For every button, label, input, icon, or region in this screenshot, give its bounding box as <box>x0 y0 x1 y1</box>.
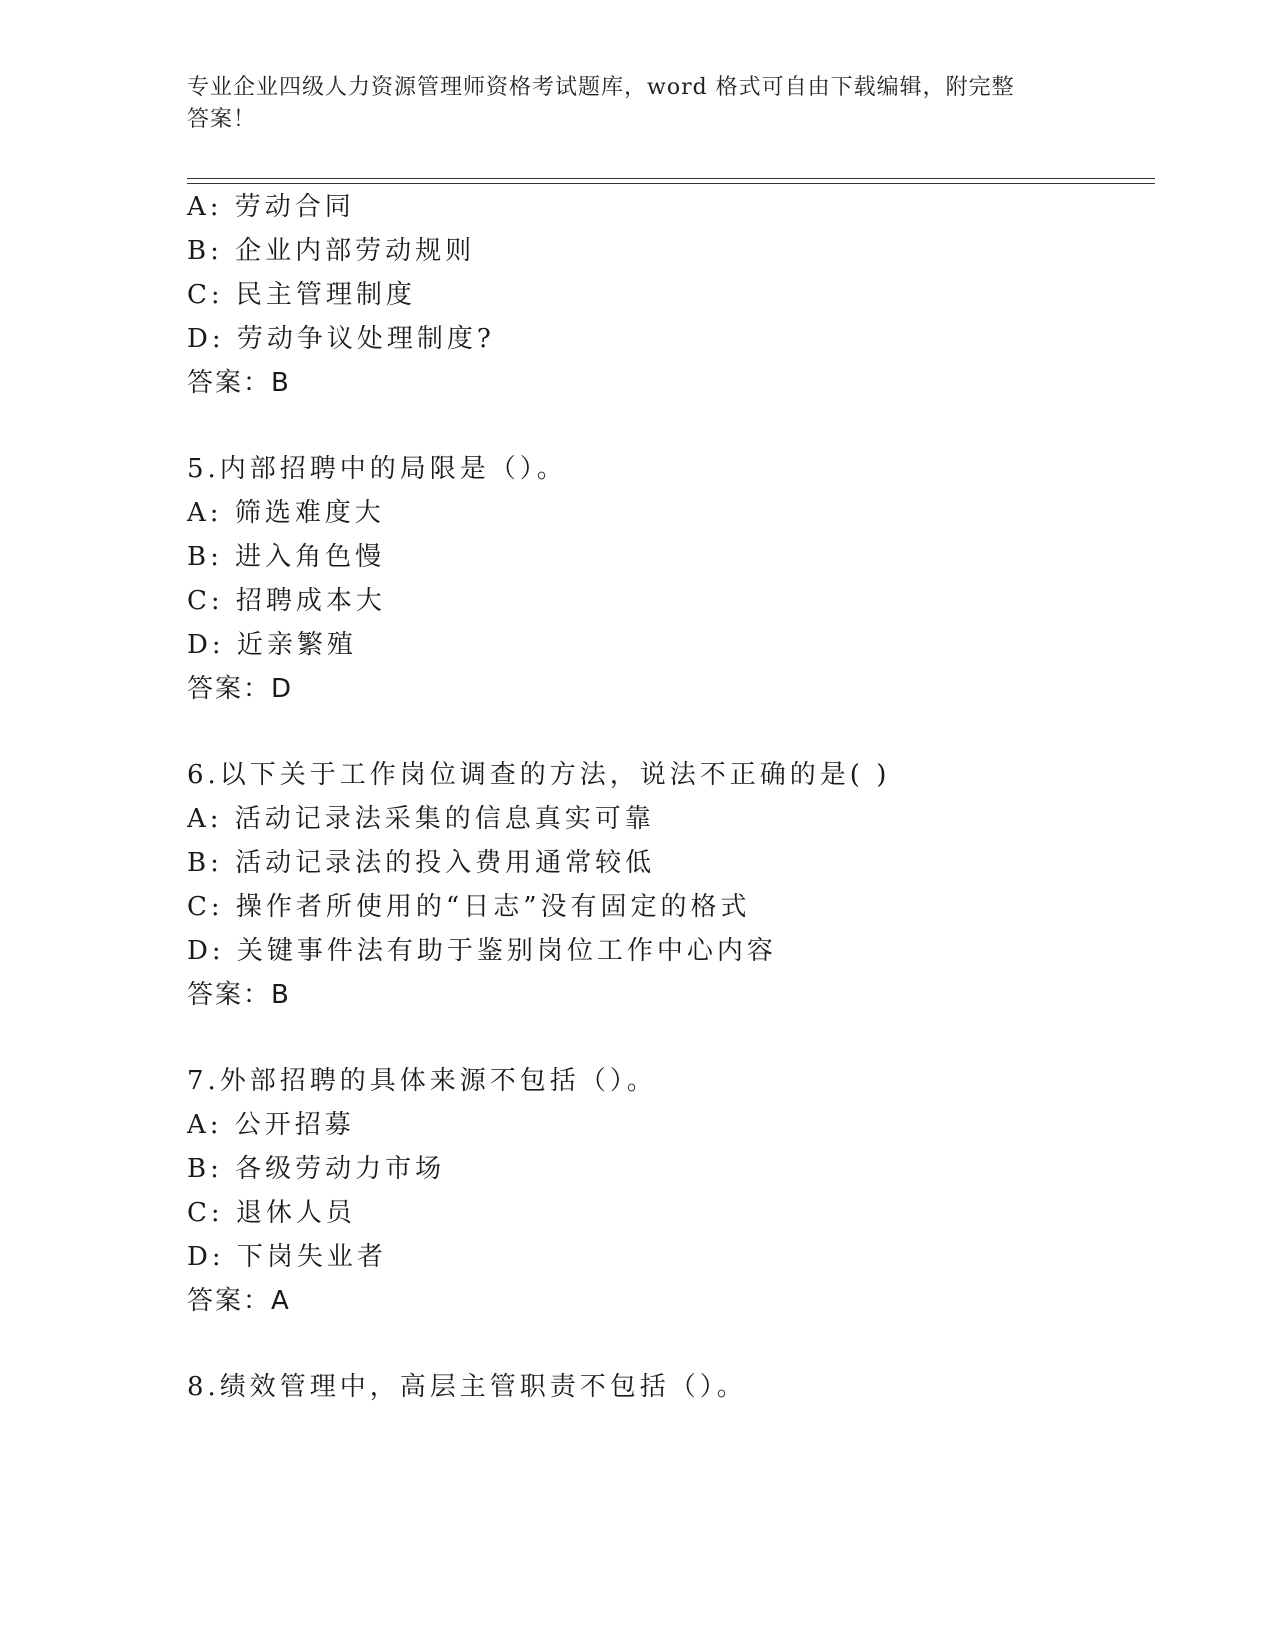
header-divider-top <box>187 178 1155 179</box>
document-header <box>187 72 1067 136</box>
option-b: B: 企业内部劳动规则 <box>187 236 476 266</box>
answer-line: 答案：A <box>187 1286 291 1316</box>
answer-line: 答案：B <box>187 980 291 1010</box>
option-a: A: 劳动合同 <box>187 192 355 222</box>
option-d: D: 劳动争议处理制度? <box>187 324 495 354</box>
option-b: B: 活动记录法的投入费用通常较低 <box>187 848 656 878</box>
option-a: A: 活动记录法采集的信息真实可靠 <box>187 804 655 834</box>
header-line-1: 专业企业四级人力资源管理师资格考试题库，word 格式可自由下载编辑，附完整 <box>187 75 1015 100</box>
option-c: C: 民主管理制度 <box>187 280 416 310</box>
answer-line: 答案：B <box>187 368 291 398</box>
option-c: C: 操作者所使用的“日志”没有固定的格式 <box>187 892 751 922</box>
question-8: 8.绩效管理中，高层主管职责不包括（）。 <box>187 1372 747 1402</box>
option-b: B: 各级劳动力市场 <box>187 1154 446 1184</box>
option-a: A: 筛选难度大 <box>187 498 385 528</box>
option-a: A: 公开招募 <box>187 1110 355 1140</box>
question-7: 7.外部招聘的具体来源不包括（）。 <box>187 1066 657 1096</box>
option-c: C: 招聘成本大 <box>187 586 386 616</box>
option-c: C: 退休人员 <box>187 1198 356 1228</box>
option-d: D: 关键事件法有助于鉴别岗位工作中心内容 <box>187 936 777 966</box>
question-5: 5.内部招聘中的局限是（）。 <box>187 454 567 484</box>
answer-line: 答案：D <box>187 674 294 704</box>
question-6: 6.以下关于工作岗位调查的方法，说法不正确的是( ) <box>187 760 891 790</box>
option-b: B: 进入角色慢 <box>187 542 386 572</box>
header-line-2: 答案！ <box>187 107 257 132</box>
option-d: D: 下岗失业者 <box>187 1242 387 1272</box>
option-d: D: 近亲繁殖 <box>187 630 357 660</box>
header-divider-bottom <box>187 183 1155 184</box>
